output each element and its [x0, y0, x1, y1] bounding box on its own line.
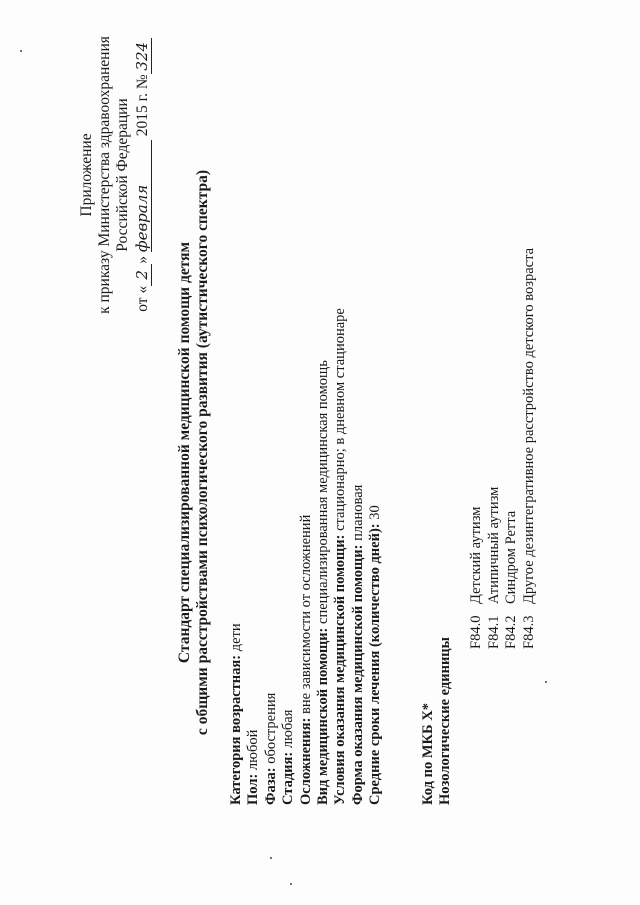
date-month-handwritten: февраля — [133, 140, 152, 252]
icd-code: F84.0 — [468, 615, 484, 649]
field-care-conditions — [332, 308, 349, 805]
appendix-date-line — [133, 25, 152, 325]
icd-code: F84.2 — [503, 615, 519, 649]
field-value: любая — [280, 709, 297, 752]
appendix-title: Приложение — [78, 133, 95, 217]
icd-code-row — [521, 248, 539, 649]
field-value: специализированная медицинская помощь — [315, 360, 332, 628]
icd-name: Атипичный аутизм — [485, 486, 502, 604]
icd-subheader: Нозологические единицы — [437, 637, 454, 805]
appendix-ministry-line: Российской Федерации — [114, 98, 131, 252]
icd-code-row — [468, 248, 486, 649]
scan-speck — [270, 857, 272, 859]
icd-section — [420, 637, 455, 805]
icd-code: F84.1 — [485, 615, 502, 649]
field-value: стационарно; в дневном стационаре — [332, 308, 349, 535]
field-value: плановая — [349, 484, 366, 545]
field-label: Категория возрастная: — [228, 654, 244, 805]
standard-fields — [228, 308, 385, 805]
scan-speck — [20, 50, 22, 52]
scan-speck — [545, 681, 547, 683]
field-label: Фаза: — [262, 767, 279, 805]
icd-code-row — [486, 248, 504, 649]
field-stage — [280, 308, 297, 805]
field-label: Вид медицинской помощи: — [315, 627, 332, 805]
icd-code-list — [468, 248, 538, 649]
field-label: Стадия: — [280, 751, 297, 805]
field-sex — [245, 308, 262, 805]
appendix-order-line: к приказу Министерства здравоохранения — [96, 36, 113, 314]
order-number-handwritten: 324 — [133, 38, 152, 74]
field-care-type — [315, 308, 332, 805]
icd-code-row — [503, 248, 521, 649]
date-day-handwritten: 2 — [133, 264, 152, 286]
date-year: 2015 — [134, 105, 151, 137]
field-label: Форма оказания медицинской помощи: — [349, 544, 366, 805]
field-label: Пол: — [245, 773, 262, 805]
number-prefix: г. № — [134, 74, 151, 102]
icd-code: F84.3 — [520, 615, 537, 649]
field-treatment-duration — [367, 308, 384, 805]
field-value: любой — [245, 729, 262, 774]
field-value: вне зависимости от осложнений — [297, 514, 314, 718]
icd-header: Код по МКБ X* — [420, 703, 436, 805]
field-label: Средние сроки лечения (количество дней): — [367, 523, 384, 805]
date-mid: » — [134, 256, 151, 264]
icd-name: Синдром Ретта — [503, 510, 519, 604]
field-complications — [298, 308, 315, 805]
date-prefix: от « — [134, 285, 151, 312]
field-value: 30 — [367, 505, 384, 524]
field-value: дети — [228, 623, 244, 655]
appendix-block — [78, 25, 152, 325]
field-care-form — [350, 308, 367, 805]
field-value: обострения — [262, 692, 279, 768]
field-phase — [263, 308, 280, 805]
icd-name: Детский аутизм — [468, 506, 484, 604]
icd-name: Другое дезинтегративное расстройство детского возраста — [520, 247, 537, 604]
document-title-line1: Стандарт специализированной медицинской помощи детям — [176, 241, 193, 664]
field-age-category — [228, 308, 245, 805]
scan-speck — [290, 883, 292, 885]
field-label: Осложнения: — [297, 717, 314, 805]
document-title-line2: с общими расстройствами психологического развития (аутистического спектра) — [194, 169, 211, 736]
field-label: Условия оказания медицинской помощи: — [332, 534, 349, 805]
